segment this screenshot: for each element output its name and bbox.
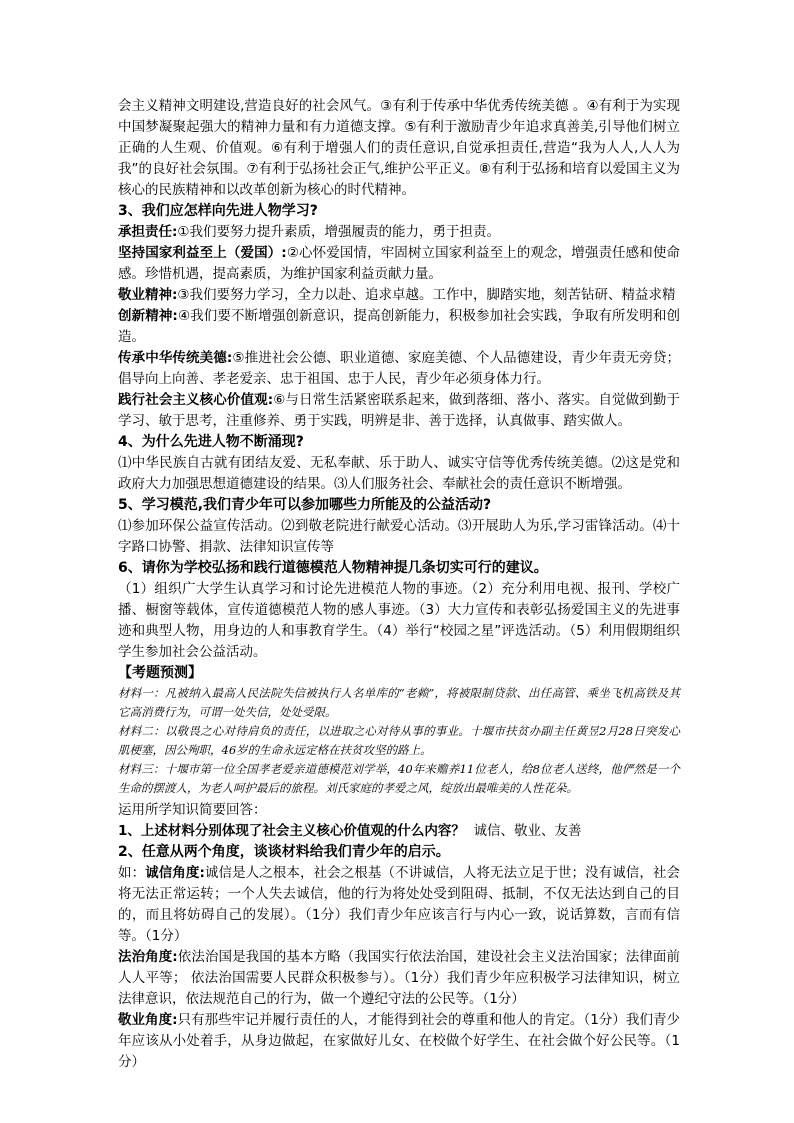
question-2: 2、任意从两个角度，谈谈材料给我们青少年的启示。 xyxy=(118,844,450,860)
item-label: 践行社会主义核心价值观: xyxy=(118,392,274,408)
question-1-answer: 诚信、敬业、友善 xyxy=(473,823,582,839)
item-virtues xyxy=(118,348,680,390)
item-text: ⑥与日常生活紧密联系起来，做到落细、落小、落实。自觉做到勤于学习、敏于思考，注重修养、勇于实践，明辨是非、善于选择，认真做事、踏实做人。 xyxy=(118,392,680,429)
question-1-text: 1、上述材料分别体现了社会主义核心价值观的什么内容？ xyxy=(118,823,465,839)
answer-prompt: 运用所学知识简要回答： xyxy=(118,802,267,818)
question-1 xyxy=(118,821,680,842)
answer-text: 只有那些牢记并履行责任的人，才能得到社会的尊重和他人的肯定。（1分）我们青少年应该从小处着手，从身边做起，在家做好儿女、在校做个好学生、在社会做个好公民等。（1分） xyxy=(118,1012,681,1070)
item-text: ③我们要努力学习，全力以赴、追求卓越。工作中，脚踏实地，刻苦钻研、精益求精 xyxy=(177,287,676,303)
item-text: ②心怀爱国情，牢固树立国家利益至上的观念，增强责任感和使命感。珍惜机遇，提高素质，为维护国家利益贡献力量。 xyxy=(118,245,680,282)
answer-rule-of-law xyxy=(118,947,680,1010)
answer-label: 诚信角度: xyxy=(145,865,205,881)
item-label: 传承中华传统美德: xyxy=(118,350,233,366)
item-text: ⑤推进社会公德、职业道德、家庭美德、个人品德建设，青少年责无旁贷；倡导向上向善、孝老爱亲、忠于祖国、忠于人民，青少年必须身体力行。 xyxy=(118,350,680,387)
item-text: ④我们要不断增强创新意识，提高创新能力，积极参加社会实践，争取有所发明和创造。 xyxy=(118,308,680,345)
answer-dedication xyxy=(118,1010,680,1073)
answer-label: 法治角度: xyxy=(118,949,178,965)
item-text: ①我们要努力提升素质，增强履责的能力，勇于担责。 xyxy=(177,224,501,240)
answer-honesty xyxy=(118,863,680,947)
heading-6: 6、请你为学校弘扬和践行道德模范人物精神提几条切实可行的建议。 xyxy=(118,560,548,576)
forecast-title: 【考题预测】 xyxy=(118,665,202,681)
intro-paragraph: 会主义精神文明建设,营造良好的社会风气。③有利于传承中华优秀传统美德 。④有利于为实现中国梦凝聚起强大的精神力量和有力道德支撑。⑤有利于激励青少年追求真善美,引导他们树立正确的人生观、价值观。⑥有利于增强人们的责任意识,自觉承担责任,营造“我为人人,人人为我”的良好社会氛围。⑦有利于弘扬社会正气,维护公平正义。⑧有利于弘扬和培育以爱国主义为核心的民族精神和以改革创新为核心的时代精神。 xyxy=(118,98,680,198)
item-label: 敬业精神: xyxy=(118,287,178,303)
item-label: 承担责任: xyxy=(118,224,178,240)
item-responsibility xyxy=(118,222,680,243)
answer-prefix: 如： xyxy=(118,865,146,881)
item-label: 创新精神: xyxy=(118,308,178,324)
item-label: 坚持国家利益至上（爱国）: xyxy=(118,245,287,261)
answer-label: 敬业角度: xyxy=(118,1012,178,1028)
material-1: 材料一：凡被纳入最高人民法院失信被执行人名单库的“老赖”，将被限制贷款、出任高管、乘坐飞机高铁及其它高消费行为，可谓一处失信，处处受限。 xyxy=(118,686,680,719)
paragraph-5: ⑴参加环保公益宣传活动。⑵到敬老院进行献爱心活动。⑶开展助人为乐,学习雷锋活动。⑷十字路口协警、捐款、法律知识宣传等 xyxy=(118,518,680,555)
paragraph-6: （1）组织广大学生认真学习和讨论先进模范人物的事迹。（2）充分利用电视、报刊、学校广播、橱窗等载体，宣传道德模范人物的感人事迹。（3）大力宣传和表彰弘扬爱国主义的先进事迹和典型人物，用身边的人和事教育学生。（4）举行“校园之星”评选活动。（5）利用假期组织学生参加社会公益活动。 xyxy=(118,581,680,660)
answer-text: 依法治国是我国的基本方略（我国实行依法治国，建设社会主义法治国家；法律面前人人平等； 依法治国需要人民群众积极参与）。（1分）我们青少年应积极学习法律知识，树立法律意识，依法规范自己的行为，做一个遵纪守法的公民等。（1分） xyxy=(118,949,680,1007)
material-2: 材料二：以敬畏之心对待肩负的责任，以进取之心对待从事的事业。十堰市扶贫办副主任黄昱2月28日突发心肌梗塞，因公殉职，46岁的生命永远定格在扶贫攻坚的路上。 xyxy=(118,724,680,757)
heading-3: 3、我们应怎样向先进人物学习? xyxy=(118,203,318,219)
heading-5: 5、学习模范,我们青少年可以参加哪些力所能及的公益活动? xyxy=(118,497,492,513)
item-patriotism xyxy=(118,243,680,285)
document-page xyxy=(118,96,680,1073)
item-core-values xyxy=(118,390,680,432)
item-dedication xyxy=(118,285,680,306)
heading-4: 4、为什么先进人物不断涌现? xyxy=(118,434,304,450)
answer-text: 诚信是人之根本，社会之根基（不讲诚信，人将无法立足于世；没有诚信，社会将无法正常运转；一个人失去诚信，他的行为将处处受到阻碍、抵制，不仅无法达到自己的目的，而且将妨碍自己的发展）。（1分）我们青少年应该言行与内心一致，说话算数，言而有信等。（1分） xyxy=(118,865,680,944)
item-innovation xyxy=(118,306,680,348)
material-3: 材料三：十堰市第一位全国孝老爱亲道德模范刘学举，40年来赡养11位老人，给8位老人送终，他俨然是一个生命的摆渡人，为老人呵护最后的旅程。刘氏家庭的孝爱之风，绽放出最唯美的人性花朵。 xyxy=(118,762,680,795)
paragraph-4: ⑴中华民族自古就有团结友爱、无私奉献、乐于助人、诚实守信等优秀传统美德。⑵这是党和政府大力加强思想道德建设的结果。⑶人们服务社会、奉献社会的责任意识不断增强。 xyxy=(118,455,680,492)
